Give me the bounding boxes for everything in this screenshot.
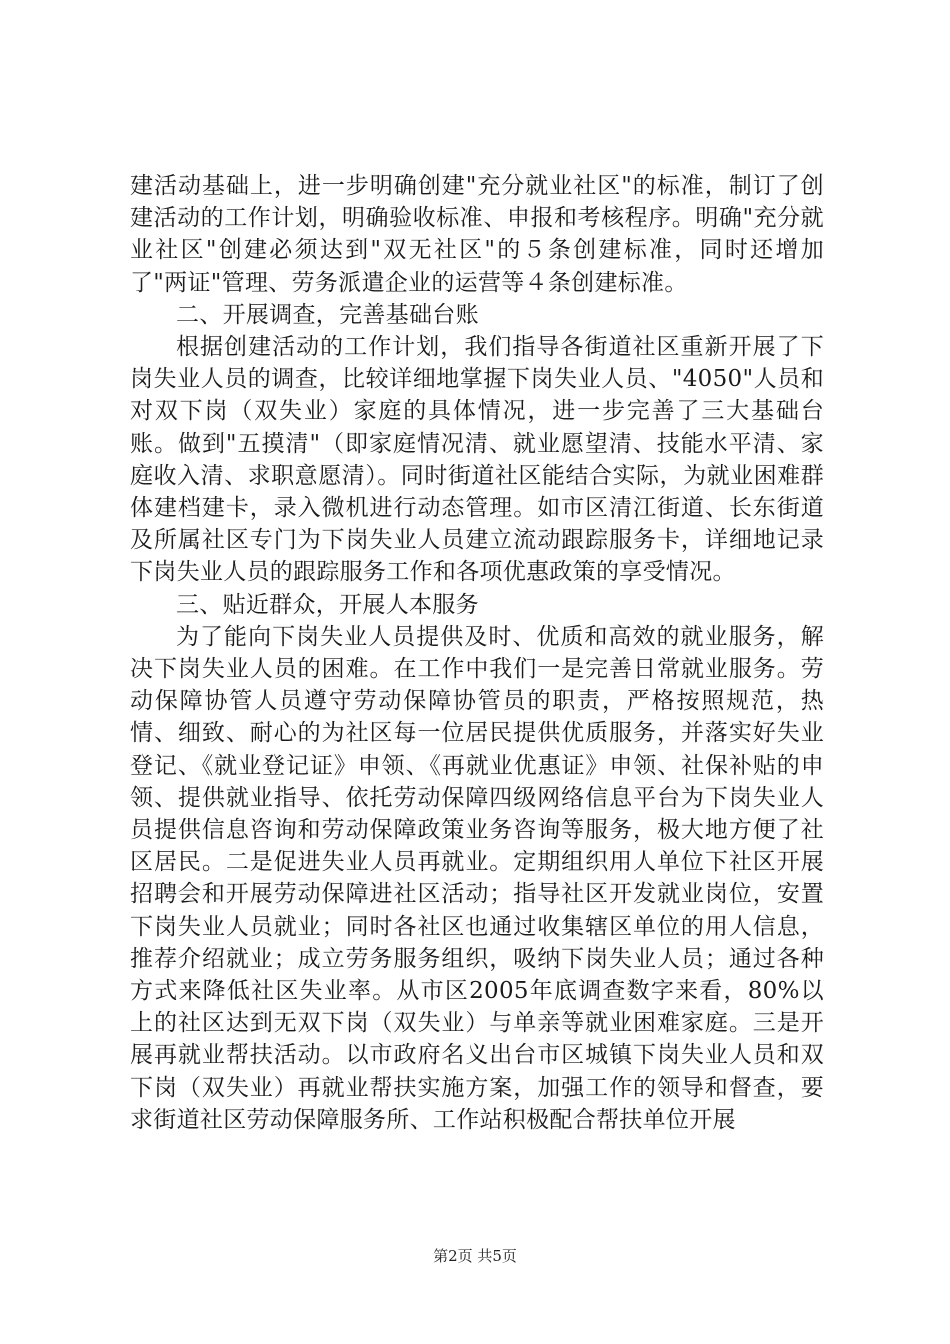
paragraph-continuation: 建活动基础上，进一步明确创建"充分就业社区"的标准，制订了创建活动的工作计划，明确验收标准、申报和考核程序。明确"充分就业社区"创建必须达到"双无社区"的５条创建标准，同时还增加了"两证"管理、劳务派遣企业的运营等４条创建标准。 (130, 173, 824, 296)
paragraph-survey: 根据创建活动的工作计划，我们指导各街道社区重新开展了下岗失业人员的调查，比较详细地掌握下岗失业人员、"4050"人员和对双下岗（双失业）家庭的具体情况，进一步完善了三大基础台账。做到"五摸清"（即家庭情况清、就业愿望清、技能水平清、家庭收入清、求职意愿清）。同时街道社区能结合实际，为就业困难群体建档建卡，录入微机进行动态管理。如市区清江街道、长东街道及所属社区专门为下岗失业人员建立流动跟踪服务卡，详细地记录下岗失业人员的跟踪服务工作和各项优惠政策的享受情况。 (130, 334, 824, 586)
document-body (130, 170, 824, 1136)
page-footer: 第2页 共5页 (433, 1247, 517, 1265)
section-heading-2: 二、开展调查，完善基础台账 (176, 301, 479, 328)
section-heading-3: 三、贴近群众，开展人本服务 (176, 591, 479, 618)
paragraph-service: 为了能向下岗失业人员提供及时、优质和高效的就业服务，解决下岗失业人员的困难。在工作中我们一是完善日常就业服务。劳动保障协管人员遵守劳动保障协管员的职责，严格按照规范，热情、细致、耐心的为社区每一位居民提供优质服务，并落实好失业登记、《就业登记证》申领、《再就业优惠证》申领、社保补贴的申领、提供就业指导、依托劳动保障四级网络信息平台为下岗失业人员提供信息咨询和劳动保障政策业务咨询等服务，极大地方便了社区居民。二是促进失业人员再就业。定期组织用人单位下社区开展招聘会和开展劳动保障进社区活动；指导社区开发就业岗位，安置下岗失业人员就业；同时各社区也通过收集辖区单位的用人信息，推荐介绍就业；成立劳务服务组织，吸纳下岗失业人员；通过各种方式来降低社区失业率。从市区2005年底调查数字来看，80%以上的社区达到无双下岗（双失业）与单亲等就业困难家庭。三是开展再就业帮扶活动。以市政府名义出台市区城镇下岗失业人员和双下岗（双失业）再就业帮扶实施方案，加强工作的领导和督查，要求街道社区劳动保障服务所、工作站积极配合帮扶单位开展 (130, 623, 824, 1133)
